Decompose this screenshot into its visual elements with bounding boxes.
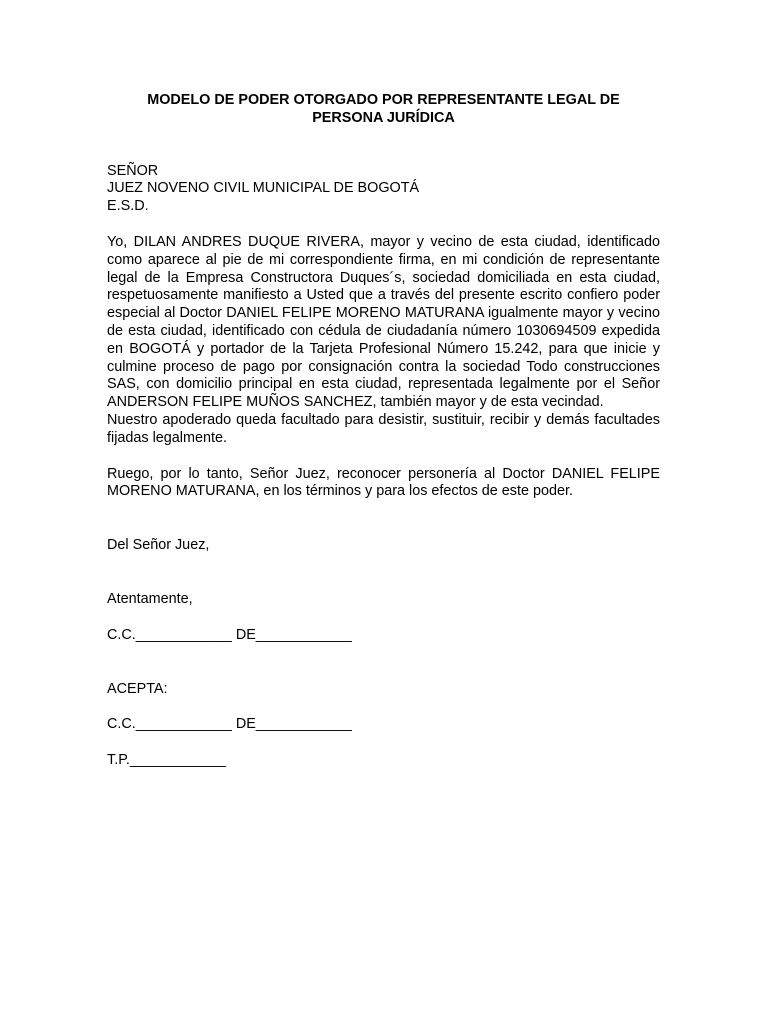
- power-grant-paragraph: Yo, DILAN ANDRES DUQUE RIVERA, mayor y vecino de esta ciudad, identificado como aparece al pie de mi correspondiente firma, en mi condición de representante legal de la Empresa Constructora Duques´s, sociedad domiciliada en esta ciudad, respetuosamente manifiesto a Usted que a través del presente escrito confiero poder especial al Doctor DANIEL FELIPE MORENO MATURANA igualmente mayor y vecino de esta ciudad, identificado con cédula de ciudadanía número 1030694509 expedida en BOGOTÁ y portador de la Tarjeta Profesional Número 15.242, para que inicie y culmine proceso de pago por consignación contra la sociedad Todo construcciones SAS, con domicilio principal en esta ciudad, representada legalmente por el Señor ANDERSON FELIPE MUÑOS SANCHEZ, también mayor y de esta vecindad.: [107, 233, 660, 411]
- grantor-id-line: C.C.____________ DE____________: [107, 626, 352, 643]
- addressee-line-2: JUEZ NOVENO CIVIL MUNICIPAL DE BOGOTÁ: [107, 180, 420, 197]
- document-title: [107, 92, 660, 128]
- professional-card-line: T.P.____________: [107, 752, 226, 769]
- closing-salutation: Del Señor Juez,: [107, 537, 210, 554]
- attorney-id-line: C.C.____________ DE____________: [107, 716, 352, 733]
- acceptance-label: ACEPTA:: [107, 680, 168, 697]
- sign-off: Atentamente,: [107, 590, 193, 607]
- request-paragraph: Ruego, por lo tanto, Señor Juez, reconocer personería al Doctor DANIEL FELIPE MORENO MATURANA, en los términos y para los efectos de este poder.: [107, 465, 660, 500]
- addressee-line-1: SEÑOR: [107, 162, 159, 179]
- addressee-block: [107, 163, 660, 216]
- faculties-paragraph: Nuestro apoderado queda facultado para desistir, sustituir, recibir y demás facultades fijadas legalmente.: [107, 411, 660, 446]
- document-page: [107, 92, 660, 770]
- addressee-line-3: E.S.D.: [107, 198, 149, 215]
- title-line-1: MODELO DE PODER OTORGADO POR REPRESENTANTE LEGAL DE: [147, 92, 620, 108]
- title-line-2: PERSONA JURÍDICA: [312, 109, 455, 126]
